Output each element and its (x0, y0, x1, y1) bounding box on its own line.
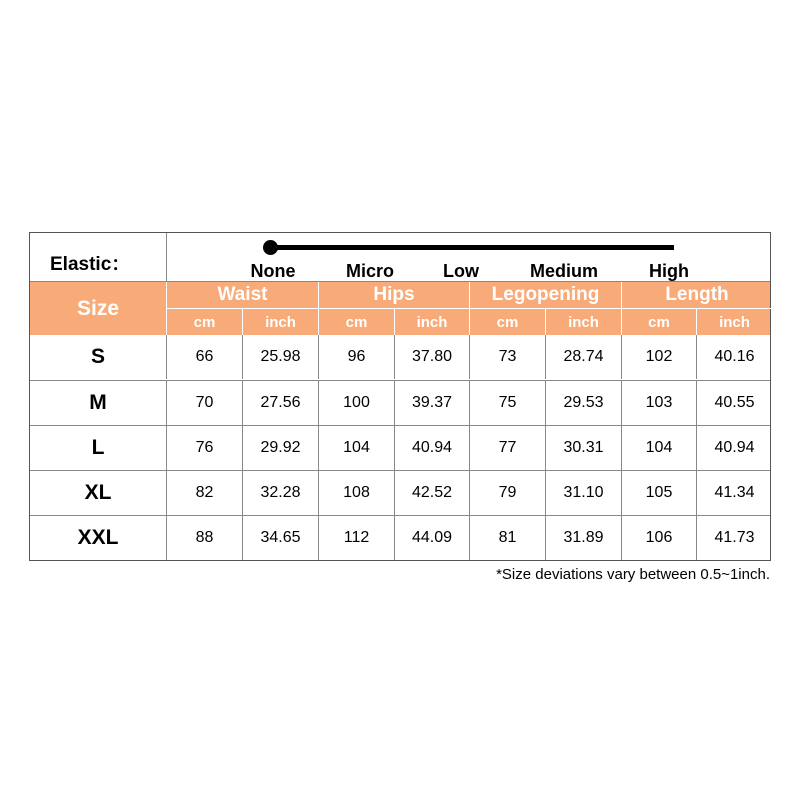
length-inch-cell: 40.16 (714, 348, 755, 365)
waist-cm-header: cm (167, 309, 243, 335)
elastic-indicator (263, 240, 278, 255)
table-header (30, 282, 770, 335)
elastic-row (30, 233, 770, 282)
length-inch-cell: 41.34 (714, 484, 755, 501)
hips-header: Hips (319, 282, 470, 309)
hips-cm-header: cm (319, 309, 395, 335)
size-cell: L (30, 426, 167, 470)
legopening-cm-cell: 81 (470, 516, 546, 560)
size-cell: XL (30, 471, 167, 515)
length-cm-header: cm (622, 309, 697, 335)
waist-cm-cell: 76 (167, 426, 243, 470)
length-inch-header: inch (719, 313, 750, 331)
waist-cm-cell: 82 (167, 471, 243, 515)
size-chart (29, 232, 771, 561)
table-row (30, 515, 770, 560)
hips-inch-cell: 37.80 (395, 335, 470, 379)
table-row (30, 425, 770, 470)
hips-inch-cell: 40.94 (395, 426, 470, 470)
legopening-inch-cell: 31.89 (546, 516, 622, 560)
length-cm-cell: 104 (622, 426, 697, 470)
hips-cm-cell: 96 (319, 335, 395, 379)
elastic-level-medium: Medium (529, 261, 599, 281)
hips-cm-cell: 104 (319, 426, 395, 470)
elastic-level-high: High (649, 261, 689, 281)
legopening-inch-cell: 28.74 (546, 335, 622, 379)
length-cm-cell: 102 (622, 335, 697, 379)
legopening-inch-cell: 30.31 (546, 426, 622, 470)
size-cell: S (30, 335, 167, 379)
legopening-inch-cell: 31.10 (546, 471, 622, 515)
hips-inch-header: inch (395, 309, 470, 335)
hips-cm-cell: 108 (319, 471, 395, 515)
elastic-level-low: Low (443, 261, 479, 281)
length-inch-cell: 40.55 (714, 394, 755, 411)
legopening-cm-cell: 79 (470, 471, 546, 515)
legopening-inch-header: inch (546, 309, 622, 335)
length-inch-cell: 40.94 (714, 439, 755, 456)
length-cm-cell: 106 (622, 516, 697, 560)
legopening-cm-cell: 75 (470, 381, 546, 425)
elastic-level-none: None (250, 261, 296, 281)
hips-inch-cell: 44.09 (395, 516, 470, 560)
waist-inch-cell: 29.92 (243, 426, 319, 470)
waist-cm-cell: 88 (167, 516, 243, 560)
length-cm-cell: 103 (622, 381, 697, 425)
legopening-header: Legopening (470, 282, 622, 309)
size-footnote: *Size deviations vary between 0.5~1inch. (496, 566, 770, 583)
waist-inch-cell: 34.65 (243, 516, 319, 560)
elastic-scale-bar (270, 245, 674, 250)
waist-cm-cell: 66 (167, 335, 243, 379)
hips-cm-cell: 112 (319, 516, 395, 560)
table-row (30, 470, 770, 515)
waist-inch-cell: 25.98 (243, 335, 319, 379)
elastic-level-micro: Micro (345, 261, 395, 281)
length-inch-cell: 41.73 (714, 529, 755, 546)
table-row (30, 380, 770, 425)
waist-inch-header: inch (243, 309, 319, 335)
legopening-cm-cell: 77 (470, 426, 546, 470)
table-row (30, 335, 770, 380)
waist-inch-cell: 32.28 (243, 471, 319, 515)
legopening-inch-cell: 29.53 (546, 381, 622, 425)
legopening-cm-cell: 73 (470, 335, 546, 379)
legopening-cm-header: cm (470, 309, 546, 335)
waist-inch-cell: 27.56 (243, 381, 319, 425)
elastic-label: Elastic： (50, 254, 131, 275)
size-column-header: Size (30, 282, 167, 335)
waist-cm-cell: 70 (167, 381, 243, 425)
hips-inch-cell: 39.37 (395, 381, 470, 425)
length-header: Length (622, 282, 772, 309)
hips-inch-cell: 42.52 (395, 471, 470, 515)
size-cell: XXL (30, 516, 167, 560)
length-cm-cell: 105 (622, 471, 697, 515)
hips-cm-cell: 100 (319, 381, 395, 425)
size-cell: M (30, 381, 167, 425)
waist-header: Waist (167, 282, 319, 309)
elastic-label-cell (30, 233, 167, 281)
